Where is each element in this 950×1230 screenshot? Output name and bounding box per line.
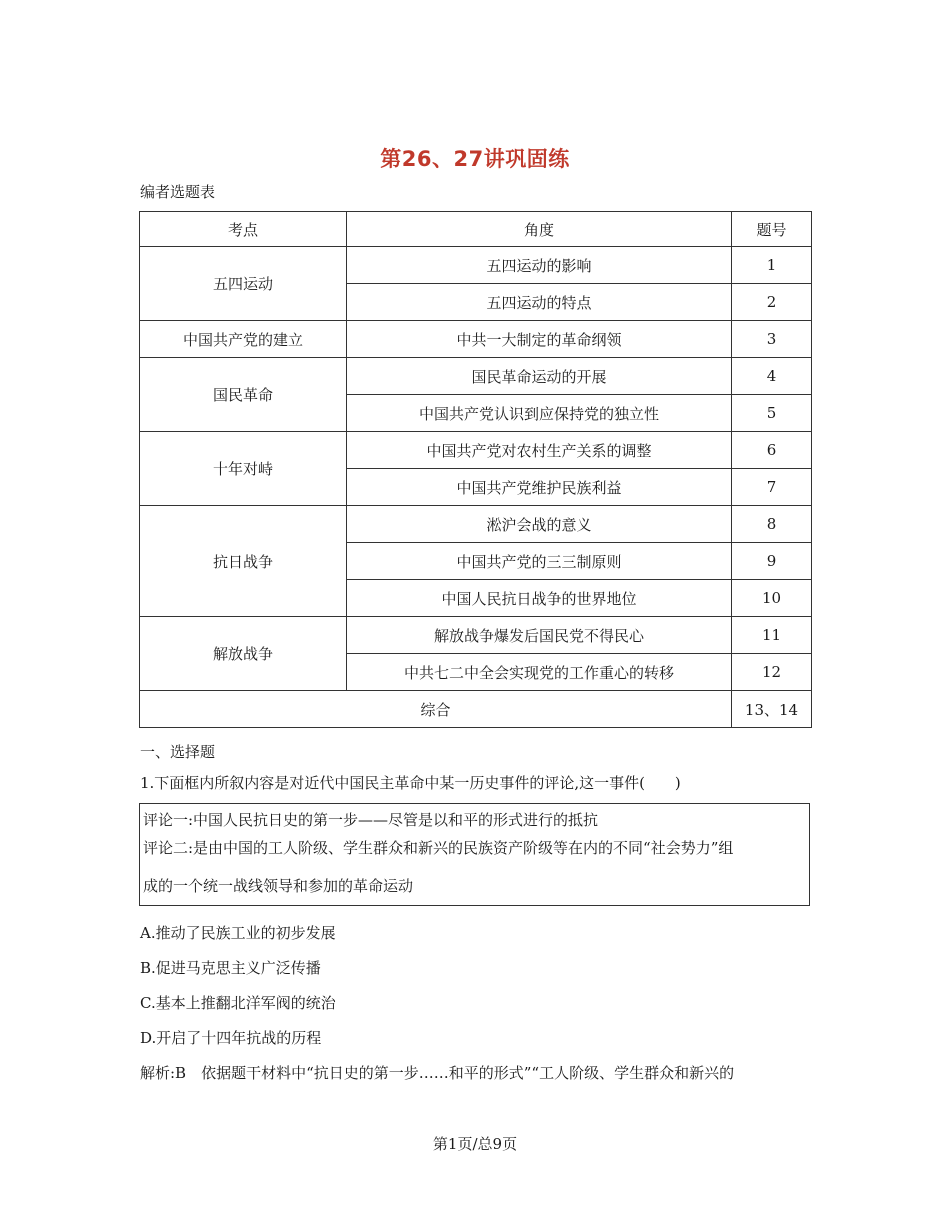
section-heading: 一、选择题 bbox=[140, 743, 216, 761]
header-angle: 角度 bbox=[347, 212, 732, 247]
number-cell: 6 bbox=[732, 432, 812, 469]
number-cell: 1 bbox=[732, 247, 812, 284]
quote-line: 评论一:中国人民抗日史的第一步——尽管是以和平的形式进行的抵抗 bbox=[143, 811, 599, 829]
number-cell: 3 bbox=[732, 321, 812, 358]
topic-selection-table bbox=[139, 211, 812, 728]
angle-cell: 中共一大制定的革命纲领 bbox=[347, 321, 732, 358]
number-cell: 9 bbox=[732, 543, 812, 580]
angle-cell: 淞沪会战的意义 bbox=[347, 506, 732, 543]
question-stem: 1.下面框内所叙内容是对近代中国民主革命中某一历史事件的评论,这一事件( ) bbox=[140, 774, 681, 792]
angle-cell: 五四运动的影响 bbox=[347, 247, 732, 284]
number-cell: 10 bbox=[732, 580, 812, 617]
page-footer: 第1页/总9页 bbox=[432, 1135, 518, 1153]
number-cell: 12 bbox=[732, 654, 812, 691]
number-cell: 8 bbox=[732, 506, 812, 543]
number-cell: 7 bbox=[732, 469, 812, 506]
number-cell: 5 bbox=[732, 395, 812, 432]
table-row bbox=[140, 432, 812, 469]
angle-cell: 中国共产党维护民族利益 bbox=[347, 469, 732, 506]
angle-cell: 中国共产党对农村生产关系的调整 bbox=[347, 432, 732, 469]
quote-box bbox=[139, 803, 810, 906]
option-a: A.推动了民族工业的初步发展 bbox=[140, 924, 336, 942]
table-row bbox=[140, 506, 812, 543]
table-row bbox=[140, 358, 812, 395]
summary-number: 13、14 bbox=[732, 691, 812, 728]
quote-line: 评论二:是由中国的工人阶级、学生群众和新兴的民族资产阶级等在内的不同“社会势力”组 bbox=[143, 839, 734, 857]
table-row bbox=[140, 617, 812, 654]
topic-cell: 中国共产党的建立 bbox=[140, 321, 347, 358]
number-cell: 4 bbox=[732, 358, 812, 395]
document-title: 第26、27讲巩固练 bbox=[380, 147, 570, 171]
summary-label: 综合 bbox=[140, 691, 732, 728]
option-b: B.促进马克思主义广泛传播 bbox=[140, 959, 321, 977]
quote-line: 成的一个统一战线领导和参加的革命运动 bbox=[143, 877, 414, 895]
number-cell: 11 bbox=[732, 617, 812, 654]
angle-cell: 解放战争爆发后国民党不得民心 bbox=[347, 617, 732, 654]
topic-cell: 解放战争 bbox=[140, 617, 347, 691]
analysis-text: 解析:B 依据题干材料中“抗日史的第一步……和平的形式”“工人阶级、学生群众和新兴的 bbox=[140, 1064, 735, 1082]
option-d: D.开启了十四年抗战的历程 bbox=[140, 1029, 322, 1047]
topic-cell: 国民革命 bbox=[140, 358, 347, 432]
angle-cell: 中共七二中全会实现党的工作重心的转移 bbox=[347, 654, 732, 691]
table-summary-row bbox=[140, 691, 812, 728]
topic-cell: 十年对峙 bbox=[140, 432, 347, 506]
topic-cell: 抗日战争 bbox=[140, 506, 347, 617]
angle-cell: 国民革命运动的开展 bbox=[347, 358, 732, 395]
angle-cell: 五四运动的特点 bbox=[347, 284, 732, 321]
number-cell: 2 bbox=[732, 284, 812, 321]
table-caption: 编者选题表 bbox=[140, 183, 216, 201]
header-number: 题号 bbox=[732, 212, 812, 247]
angle-cell: 中国人民抗日战争的世界地位 bbox=[347, 580, 732, 617]
table-row bbox=[140, 247, 812, 284]
table-header-row bbox=[140, 212, 812, 247]
table-row bbox=[140, 321, 812, 358]
header-topic: 考点 bbox=[140, 212, 347, 247]
option-c: C.基本上推翻北洋军阀的统治 bbox=[140, 994, 336, 1012]
topic-cell: 五四运动 bbox=[140, 247, 347, 321]
angle-cell: 中国共产党的三三制原则 bbox=[347, 543, 732, 580]
angle-cell: 中国共产党认识到应保持党的独立性 bbox=[347, 395, 732, 432]
